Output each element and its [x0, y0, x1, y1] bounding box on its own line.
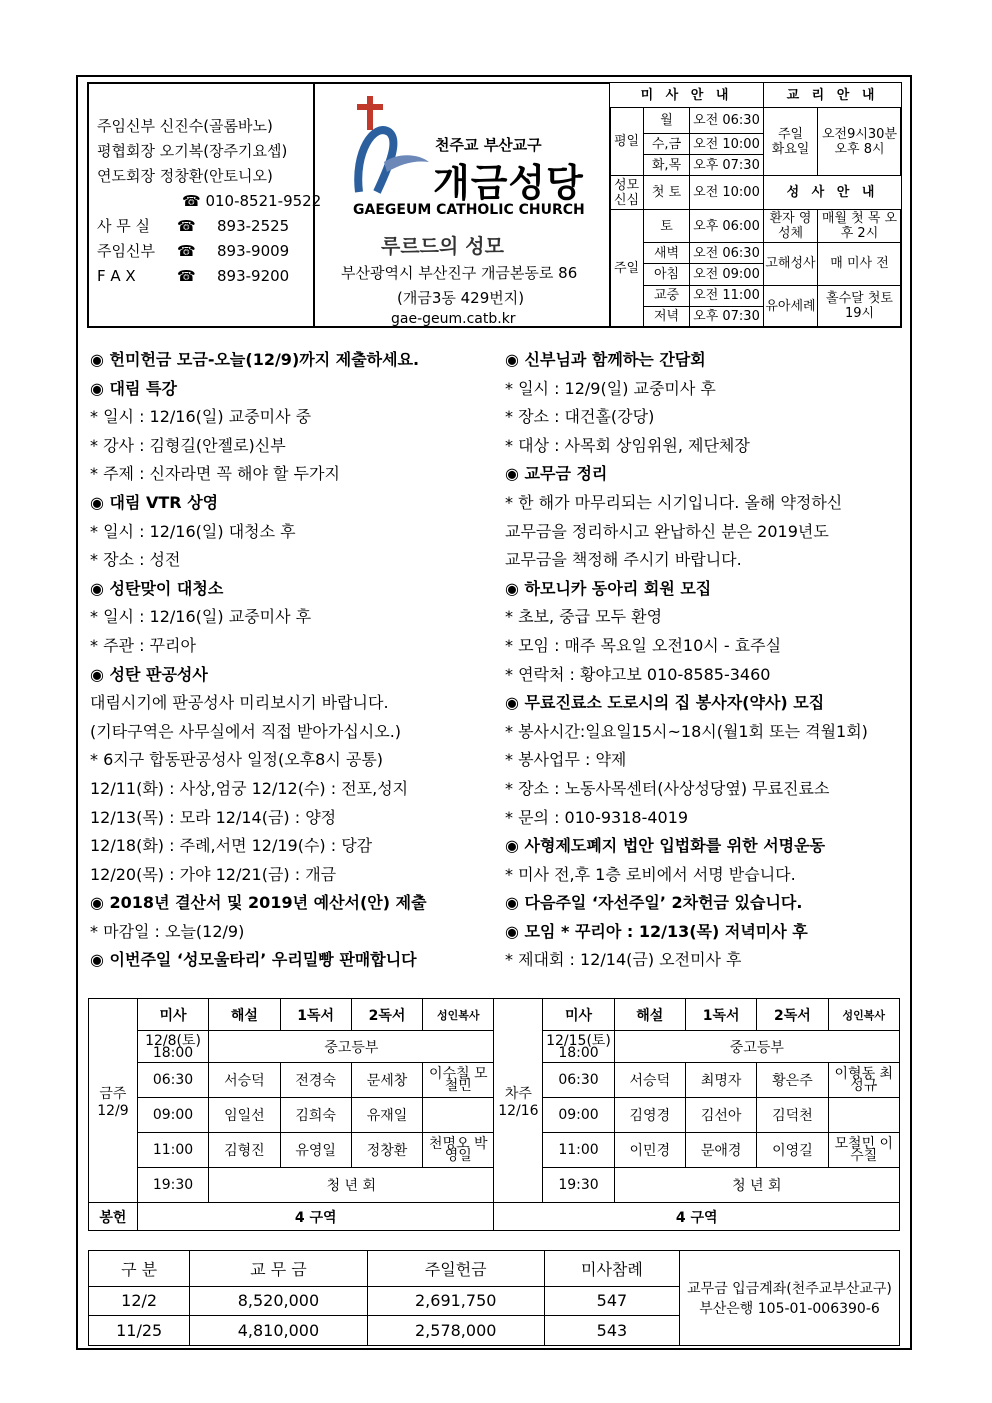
schedule-cell: 문세창 [351, 1063, 422, 1098]
schedule-cell: 이수칠 모철민 [423, 1063, 494, 1098]
finance-table [88, 1250, 900, 1346]
news-line: * 장소 : 성전 [90, 550, 181, 570]
fax-number: 893-9200 [217, 267, 290, 285]
schedule-cell: 김덕천 [757, 1098, 828, 1133]
finance-cell: 8,520,000 [190, 1286, 367, 1316]
mass-table [609, 82, 902, 328]
cross-logo-icon [329, 92, 439, 202]
church-logo-block [315, 84, 611, 326]
schedule-cell: 09:00 [543, 1098, 614, 1133]
schedule-cell: 황은주 [757, 1063, 828, 1098]
news-line: ◉ 성탄맞이 대청소 [90, 578, 224, 598]
news-line: ◉ 2018년 결산서 및 2019년 예산서(안) 제출 [90, 893, 427, 913]
schedule-cell: 06:30 [137, 1063, 208, 1098]
schedule-cell: 09:00 [137, 1098, 208, 1133]
weekday-label: 평일 [610, 108, 644, 176]
mass-day: 첫 토 [644, 176, 690, 210]
schedule-cell: 전경숙 [280, 1063, 351, 1098]
schedule-cell: 12/8(토) 18:00 [137, 1031, 208, 1063]
news-line: 12/11(화) : 사상,엄궁 12/12(수) : 전포,성지 [90, 778, 409, 798]
schedule-cell: 유재일 [351, 1098, 422, 1133]
schedule-cell: 12/15(토) 18:00 [543, 1031, 614, 1063]
schedule-cell: 청 년 회 [209, 1168, 494, 1203]
sacrament-time: 매월 첫 목 오후 2시 [818, 210, 902, 243]
schedule-header: 해설 [209, 999, 280, 1031]
mass-time: 오후 07:30 [690, 306, 764, 327]
schedule-cell: 11:00 [137, 1133, 208, 1168]
pastor-tel: 893-9009 [217, 242, 290, 260]
phone-icon: ☎ [177, 267, 196, 285]
mass-day: 토 [644, 210, 690, 243]
mass-time: 오전 11:00 [690, 285, 764, 306]
schedule-cell: 중고등부 [209, 1031, 494, 1063]
schedule-cell: 19:30 [543, 1168, 614, 1203]
schedule-cell: 서승덕 [209, 1063, 280, 1098]
offering-next: 4 구역 [494, 1203, 900, 1231]
left-news-column [90, 346, 492, 975]
news-line: 대림시기에 판공성사 미리보시기 바랍니다. [90, 693, 389, 713]
news-line: 교무금을 정리하시고 완납하신 분은 2019년도 [505, 521, 829, 541]
schedule-cell: 임일선 [209, 1098, 280, 1133]
schedule-cell: 모철민 이수칠 [828, 1133, 899, 1168]
mass-time: 오전 10:00 [690, 176, 764, 210]
diocese: 천주교 부산교구 [435, 136, 542, 154]
schedule-cell: 김영경 [614, 1098, 685, 1133]
news-line: ◉ 이번주일 ‘성모울타리’ 우리밀빵 판매합니다 [90, 950, 417, 970]
schedule-header: 해설 [614, 999, 685, 1031]
website: gae-geum.catb.kr [391, 311, 516, 327]
finance-cell: 11/25 [89, 1316, 190, 1346]
schedule-cell: 정창환 [351, 1133, 422, 1168]
finance-header: 주일헌금 [367, 1251, 544, 1287]
mobile-phone: ☎ 010-8521-9522 [182, 192, 322, 210]
sacrament-time: 홀수달 첫토 19시 [818, 285, 902, 327]
staff-info [89, 84, 322, 326]
mass-day: 아침 [644, 264, 690, 285]
news-line: * 6지구 합동판공성사 일정(오후8시 공통) [90, 750, 384, 770]
news-line: ◉ 헌미헌금 모금-오늘(12/9)까지 제출하세요. [90, 350, 420, 369]
news-line: * 일시 : 12/16(일) 교중미사 중 [90, 407, 312, 427]
catechism-title: 교 리 안 내 [764, 83, 902, 108]
finance-cell: 2,578,000 [367, 1316, 544, 1346]
schedule-cell: 19:30 [137, 1168, 208, 1203]
fax-label: F A X [97, 267, 136, 285]
schedule-cell: 유영일 [280, 1133, 351, 1168]
news-line: (기타구역은 사무실에서 직접 받아가십시오.) [90, 721, 402, 741]
news-line: 12/18(화) : 주례,서면 12/19(수) : 당감 [90, 836, 373, 856]
news-line: * 봉사업무 : 약제 [505, 750, 627, 770]
phone-icon: ☎ [177, 217, 196, 235]
schedule-cell: 서승덕 [614, 1063, 685, 1098]
news-line: * 초보, 중급 모두 환영 [505, 607, 663, 627]
right-news-column [505, 346, 905, 975]
news-line: * 일시 : 12/9(일) 교중미사 후 [505, 378, 716, 398]
news-line: ◉ 대림 특강 [90, 378, 177, 398]
schedule-cell: 최명자 [685, 1063, 756, 1098]
finance-cell: 2,691,750 [367, 1286, 544, 1316]
offering-this: 4 구역 [137, 1203, 494, 1231]
address: 부산광역시 부산진구 개금본동로 86 [341, 264, 578, 282]
schedule-cell [423, 1098, 494, 1133]
office-label: 사 무 실 [97, 217, 151, 235]
news-line: ◉ 하모니카 동아리 회원 모집 [505, 578, 712, 598]
news-line: ◉ 무료진료소 도로시의 집 봉사자(약사) 모집 [505, 693, 825, 713]
news-line: * 장소 : 대건홀(강당) [505, 407, 655, 427]
mass-title: 미 사 안 내 [610, 83, 764, 108]
sacrament-time: 매 미사 전 [818, 243, 902, 285]
finance-cell: 543 [544, 1316, 679, 1346]
pastor-tel-label: 주임신부 [97, 242, 155, 260]
schedule-cell: 청 년 회 [614, 1168, 899, 1203]
news-line: * 대상 : 사목회 상임위원, 제단체장 [505, 435, 750, 455]
schedule-header: 미사 [543, 999, 614, 1031]
news-line: * 모임 : 매주 목요일 오전10시 - 효주실 [505, 635, 782, 655]
schedule-cell: 11:00 [543, 1133, 614, 1168]
finance-header: 미사참례 [544, 1251, 679, 1287]
sacrament-label: 환자 영성체 [764, 210, 818, 243]
mass-day: 새벽 [644, 243, 690, 264]
mass-ministry-table [88, 998, 900, 1231]
church-name: 개금성당 [433, 161, 584, 205]
mass-time: 오전 06:30 [690, 108, 764, 133]
catechism-day: 주일 [777, 126, 804, 142]
church-name-en: GAEGEUM CATHOLIC CHURCH [353, 202, 585, 218]
council-line: 평협회장 오기복(장주기요셉) [97, 142, 288, 160]
mass-day: 월 [644, 108, 690, 133]
schedule-cell: 천명오 박영일 [423, 1133, 494, 1168]
schedule-cell: 김희숙 [280, 1098, 351, 1133]
news-line: * 한 해가 마무리되는 시기입니다. 올해 약정하신 [505, 492, 843, 512]
finance-cell: 12/2 [89, 1286, 190, 1316]
week-label: 차주 12/16 [494, 999, 543, 1203]
catechism-day: 화요일 [771, 141, 810, 157]
mass-day: 수,금 [644, 133, 690, 154]
mass-time: 오전 09:00 [690, 264, 764, 285]
phone-icon: ☎ [177, 242, 196, 260]
news-line: 12/13(목) : 모라 12/14(금) : 양정 [90, 807, 337, 827]
news-line: ◉ 다음주일 ‘자선주일’ 2차헌금 있습니다. [505, 893, 803, 913]
news-line: 12/20(목) : 가야 12/21(금) : 개금 [90, 864, 337, 884]
mass-day: 저녁 [644, 306, 690, 327]
schedule-cell: 이영길 [757, 1133, 828, 1168]
finance-cell: 547 [544, 1286, 679, 1316]
schedule-cell: 중고등부 [614, 1031, 899, 1063]
mass-day: 교중 [644, 285, 690, 306]
news-line: ◉ 모임 * 꾸리아 : 12/13(목) 저녁미사 후 [505, 921, 808, 941]
news-line: ◉ 성탄 판공성사 [90, 664, 208, 684]
mass-day: 화,목 [644, 155, 690, 176]
news-line: ◉ 사형제도폐지 법안 입법화를 위한 서명운동 [505, 836, 826, 856]
schedule-cell: 이형동 최성규 [828, 1063, 899, 1098]
news-line: ◉ 교무금 정리 [505, 464, 608, 484]
news-line: * 일시 : 12/16(일) 대청소 후 [90, 521, 296, 541]
account-number: 부산은행 105-01-006390-6 [699, 1301, 880, 1317]
address-old: (개금3동 429번지) [397, 289, 525, 307]
sacrament-label: 유아세례 [764, 285, 818, 327]
finance-cell: 4,810,000 [190, 1316, 367, 1346]
offering-label: 봉헌 [89, 1203, 138, 1231]
news-line: ◉ 대림 VTR 상영 [90, 492, 219, 512]
mass-time: 오후 06:00 [690, 210, 764, 243]
mass-time: 오전 06:30 [690, 243, 764, 264]
news-line: * 주관 : 꾸리아 [90, 635, 196, 655]
news-line: * 강사 : 김형길(안젤로)신부 [90, 435, 286, 455]
schedule-header: 성인복사 [423, 999, 494, 1031]
schedule-cell: 이민경 [614, 1133, 685, 1168]
schedule-cell: 김형진 [209, 1133, 280, 1168]
youth-line: 연도회장 정창환(안토니오) [97, 167, 273, 185]
news-line: * 일시 : 12/16(일) 교중미사 후 [90, 607, 312, 627]
mass-time: 오후 07:30 [690, 155, 764, 176]
schedule-header: 1독서 [280, 999, 351, 1031]
sacrament-label: 고해성사 [764, 243, 818, 285]
news-line: * 봉사시간:일요일15시~18시(월1회 또는 격월1회) [505, 721, 868, 741]
news-line: * 주제 : 신자라면 꼭 해야 할 두가지 [90, 464, 340, 484]
news-line: * 미사 전,후 1층 로비에서 서명 받습니다. [505, 864, 796, 884]
special-mass-label: 성모신심 [610, 176, 644, 210]
news-line: * 연락처 : 황야고보 010-8585-3460 [505, 664, 771, 684]
catechism-time: 오전9시30분 [821, 126, 898, 142]
schedule-cell: 문애경 [685, 1133, 756, 1168]
schedule-cell: 06:30 [543, 1063, 614, 1098]
schedule-cell [828, 1098, 899, 1133]
news-line: * 마감일 : 오늘(12/9) [90, 921, 245, 941]
news-line: ◉ 신부님과 함께하는 간담회 [505, 350, 706, 369]
schedule-header: 미사 [137, 999, 208, 1031]
sacrament-title: 성 사 안 내 [764, 176, 902, 210]
news-line: 교무금을 책정해 주시기 바랍니다. [505, 550, 742, 570]
schedule-header: 2독서 [757, 999, 828, 1031]
office-tel: 893-2525 [217, 217, 290, 235]
week-label: 금주 12/9 [89, 999, 138, 1203]
sunday-label: 주일 [610, 210, 644, 328]
schedule-header: 1독서 [685, 999, 756, 1031]
schedule-header: 2독서 [351, 999, 422, 1031]
news-line: * 문의 : 010-9318-4019 [505, 807, 689, 827]
news-line: * 제대회 : 12/14(금) 오전미사 후 [505, 950, 742, 970]
finance-header: 교 무 금 [190, 1251, 367, 1287]
pastor-line: 주임신부 신진수(골롬바노) [97, 117, 273, 135]
schedule-cell: 김선아 [685, 1098, 756, 1133]
patron: 루르드의 성모 [381, 234, 504, 258]
mass-time: 오전 10:00 [690, 133, 764, 154]
account-label: 교무금 입금계좌(천주교부산교구) [687, 1281, 892, 1297]
finance-header: 구 분 [89, 1251, 190, 1287]
schedule-header: 성인복사 [828, 999, 899, 1031]
news-line: * 장소 : 노동사목센터(사상성당옆) 무료진료소 [505, 778, 830, 798]
catechism-time: 오후 8시 [834, 141, 885, 157]
